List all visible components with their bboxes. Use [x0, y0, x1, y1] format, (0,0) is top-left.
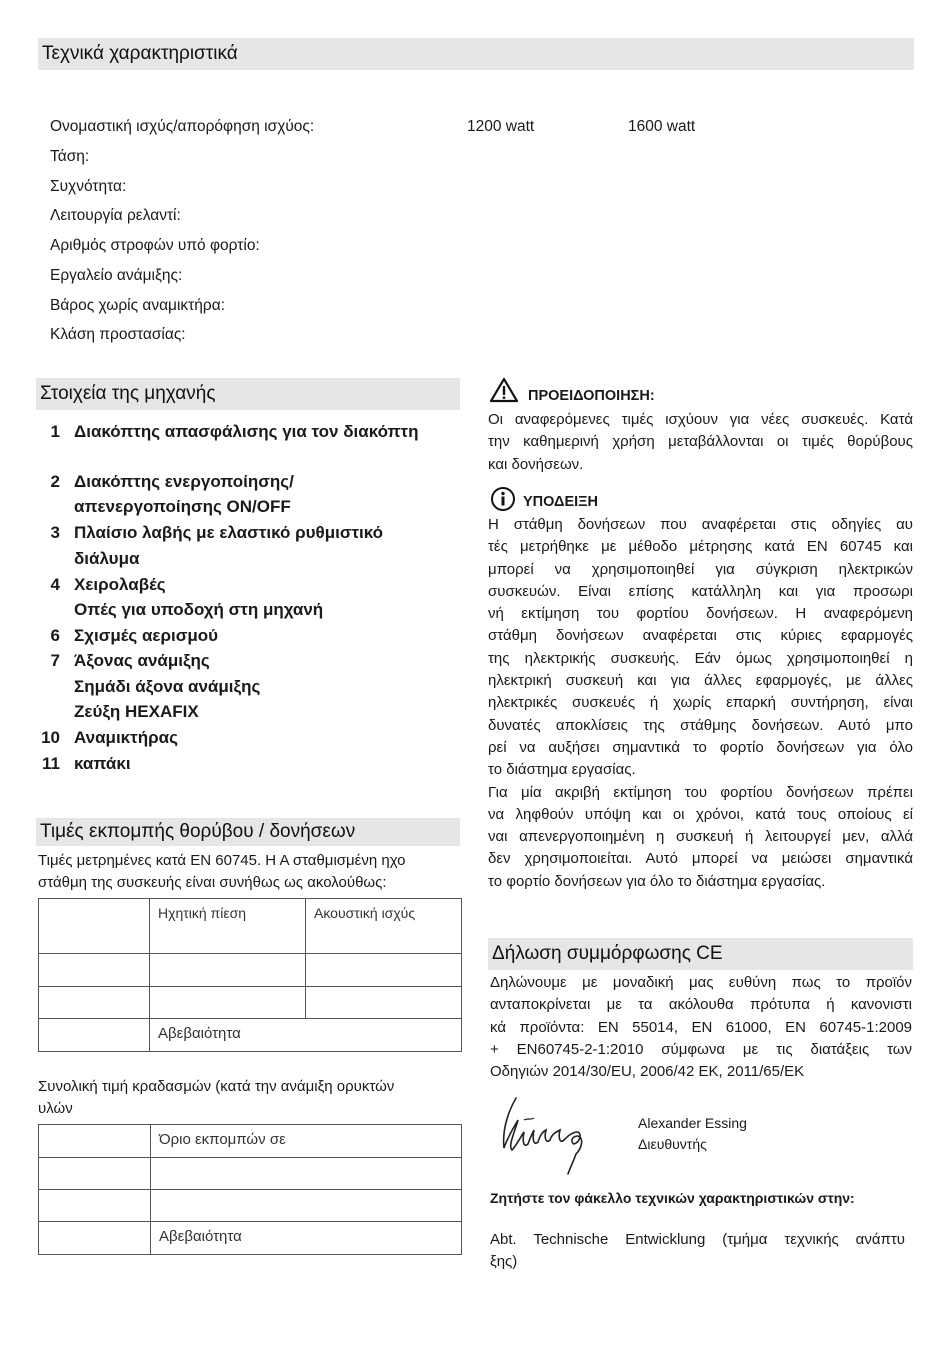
list-item: 2 Διακόπτης ενεργοποίησης/ [50, 472, 294, 491]
table-header-emission-limit: Όριο εκπομπών σε [151, 1125, 462, 1158]
table-header-sound-pressure: Ηχητική πίεση [150, 899, 306, 954]
signer-role: Διευθυντής [638, 1136, 707, 1152]
signer-name: Alexander Essing [638, 1115, 747, 1131]
warning-text: Οι αναφερόμενες τιμές ισχύουν για νέες συσκευές. Κατά την καθημερινή χρήση μεταβάλλονται οι τιμές θορύβους και δονήσεων. [488, 411, 913, 473]
list-item: διάλυμα [74, 549, 140, 568]
noise-section-title: Τιμές εκπομπής θορύβου / δονήσεων [40, 821, 356, 842]
list-item: Οπές για υποδοχή στη μηχανή [74, 600, 324, 619]
list-item: Σημάδι άξονα ανάμιξης [74, 677, 261, 696]
noise-intro: Τιμές μετρημένες κατά EN 60745. Η Α σταθμισμένη ηχο στάθμη της συσκευής είναι συνήθως ως ακολούθως: [38, 852, 406, 892]
table-cell [151, 1190, 462, 1222]
warning-triangle-icon [489, 377, 519, 403]
signature [494, 1090, 594, 1176]
spec-label-power: Ονομαστική ισχύς/απορόφηση ισχύος: [50, 118, 315, 135]
list-item: 7 Άξονας ανάμιξης [50, 651, 210, 670]
hint-title: ΥΠΟΔΕΙΞΗ [523, 494, 598, 510]
table-cell [39, 1222, 151, 1255]
ce-section-title: Δήλωση συμμόρφωσης CE [492, 943, 723, 964]
ce-section-header [488, 938, 913, 970]
spec-label-weight: Βάρος χωρίς αναμικτήρα: [50, 297, 225, 314]
address-text: Abt. Technische Entwicklung (τμήμα τεχνικής ανάπτυ ξης) [490, 1231, 905, 1271]
spec-label-rpm-load: Αριθμός στροφών υπό φορτίο: [50, 237, 260, 254]
warning-title: ΠΡΟΕΙΔΟΠΟΙΗΣΗ: [528, 388, 655, 404]
list-item: 6 Σχισμές αερισμού [50, 626, 219, 645]
table-cell [39, 1158, 151, 1190]
table-header-sound-power: Ακουστική ισχύς [306, 899, 462, 954]
vibration-label: Συνολική τιμή κραδασμών (κατά την ανάμιξη ορυκτών υλών [38, 1078, 395, 1118]
info-icon [490, 486, 516, 512]
table-cell [39, 1190, 151, 1222]
table-cell [39, 987, 150, 1019]
list-item: απενεργοποίησης ON/OFF [74, 497, 291, 516]
table-cell [39, 1019, 150, 1052]
ce-text: Δηλώνουμε με μοναδική μας ευθύνη πως το προϊόν ανταποκρίνεται με τα ακόλουθα πρότυπα ή κανονιστι κά προϊόντα: EN 55014, EN 61000, EN 60745-1:2009 + EN60745-2-1:2010 σύμφωνα με τις διατάξεις των Οδηγιών 2014/30/EU, 2006/42 EK, 2011/65/EK [490, 974, 912, 1081]
list-item: Ζεύξη HEXAFIX [74, 702, 199, 721]
noise-section-header [36, 818, 460, 846]
spec-label-idle: Λειτουργία ρελαντί: [50, 207, 181, 224]
table-uncertainty-label: Αβεβαιότητα [151, 1222, 462, 1255]
list-item: 11 καπάκι [42, 754, 131, 773]
table-uncertainty-label: Αβεβαιότητα [150, 1019, 462, 1052]
list-item: 3 Πλαίσιο λαβής με ελαστικό ρυθμιστικό [50, 523, 384, 542]
list-item: 10 Αναμικτήρας [41, 728, 178, 747]
list-item: 1 Διακόπτης απασφάλισης για τον διακόπτη [50, 422, 419, 441]
vibration-table [38, 1124, 462, 1255]
spec-value-power-1: 1200 watt [467, 118, 535, 135]
table-cell [150, 954, 306, 987]
noise-table [38, 898, 462, 1052]
file-request-text: Ζητήστε τον φάκελλο τεχνικών χαρακτηριστικών στην: [490, 1190, 855, 1206]
list-item: 4 Χειρολαβές [50, 575, 166, 594]
table-cell [306, 954, 462, 987]
spec-label-frequency: Συχνότητα: [50, 178, 127, 195]
table-cell [151, 1158, 462, 1190]
table-cell [39, 954, 150, 987]
spec-label-voltage: Τάση: [50, 148, 90, 165]
tech-section-title: Τεχνικά χαρακτηριστικά [42, 43, 238, 64]
table-cell [39, 899, 150, 954]
spec-label-mixing-tool: Εργαλείο ανάμιξης: [50, 267, 183, 284]
table-cell [39, 1125, 151, 1158]
spec-value-power-2: 1600 watt [628, 118, 696, 135]
table-cell [306, 987, 462, 1019]
table-cell [150, 987, 306, 1019]
machine-section-title: Στοιχεία της μηχανής [40, 383, 216, 404]
machine-parts-list [38, 0, 458, 790]
spec-label-protection-class: Κλάση προστασίας: [50, 326, 186, 343]
hint-text: Η στάθμη δονήσεων που αναφέρεται στις οδηγίες αυ τές μετρήθηκε με μέθοδο μέτρησης κατά EN 60745 και μπορεί να χρησιμοποιηθεί για σύγκριση ηλεκτρικών συσκευών. Είναι επίσης κατάλληλη και για προσωρι νή εκτίμηση του φορτίου δονήσεων. Η αναφερόμενη στάθμη δονήσεων αναφέρεται στις κύριες εφαρμογές της ηλεκτρικής συσκευής. Εάν όμως χρησιμοποιηθεί η ηλεκτρική συσκευή και για άλλες εφαρμογές, με άλλες ηλεκτρικές συσκευές ή χωρίς επαρκή συντήρηση, είναι δυνατές αποκλίσεις της στάθμης δονήσεων. Αυτό μπο ρεί να αυξήσει σημαντικά το φορτίο δονήσεων για όλο το διάστημα εργασίας. Για μία ακριβή εκτίμηση του φορτίου δονήσεων πρέπει να ληφθούν υπόψη και οι χρόνοι, κατά τους οποίους εί ναι απενεργοποιημένη η συσκευή ή λειτουργεί μεν, αλλά δεν χρησιμοποιείται. Αυτό μπορεί να μειώσει σημαντικά το φορτίο δονήσεων για όλο το διάστημα εργασίας. [488, 516, 913, 890]
